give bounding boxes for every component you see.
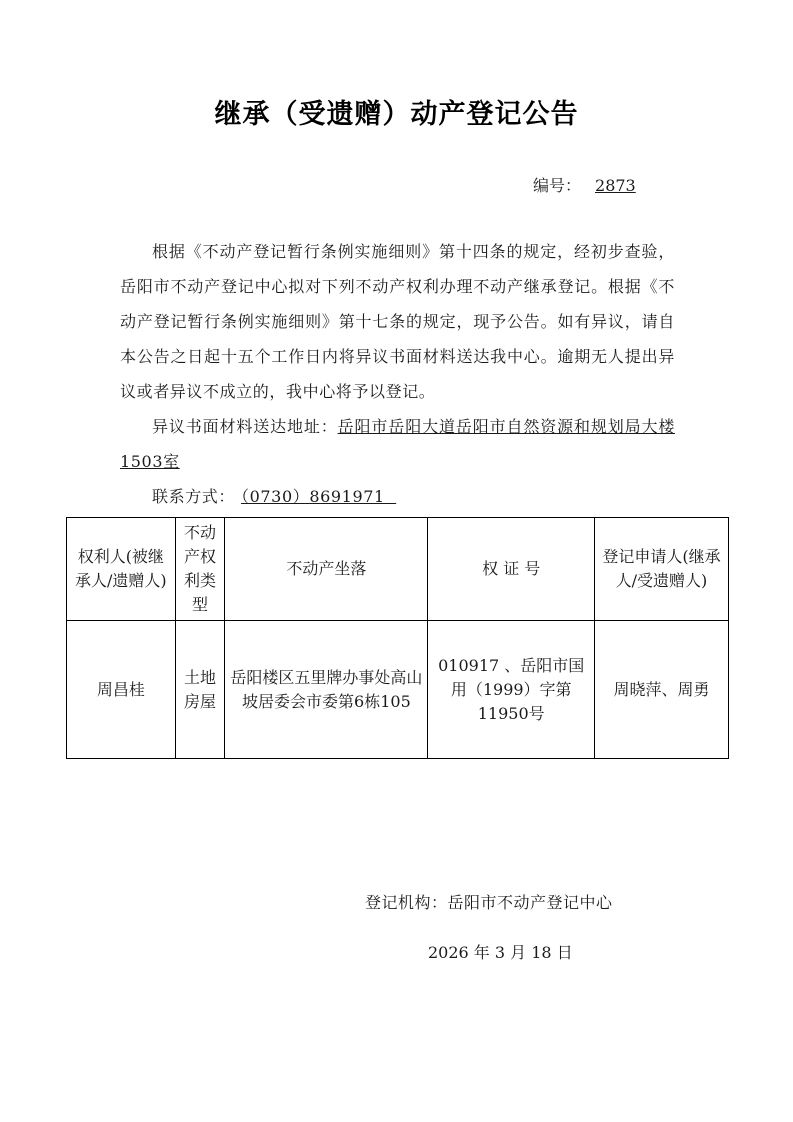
contact-value: （0730）8691971 [241, 487, 397, 506]
address-value: 岳阳市岳阳大道岳阳市自然资源和规划局大楼1503室 [120, 417, 675, 471]
registration-organization: 登记机构：岳阳市不动产登记中心 [365, 893, 613, 912]
header-applicant: 登记申请人(继承人/受遗赠人) [594, 518, 728, 621]
table-row [67, 621, 729, 759]
contact-line [120, 479, 675, 514]
notice-paragraph: 根据《不动产登记暂行条例实施细则》第十四条的规定，经初步查验，岳阳市不动产登记中心拟对下列不动产权利办理不动产继承登记。根据《不动产登记暂行条例实施细则》第十七条的规定，现予公告。如有异议，请自本公告之日起十五个工作日内将异议书面材料送达我中心。逾期无人提出异议或者异议不成立的，我中心将予以登记。 [120, 242, 675, 401]
announcement-date: 2026 年 3 月 18 日 [428, 943, 573, 962]
serial-number [533, 173, 636, 196]
table-header-row [67, 518, 729, 621]
document-title: 继承（受遗赠）动产登记公告 [214, 99, 579, 130]
cell-right-holder: 周昌桂 [67, 621, 176, 759]
serial-value: 2873 [595, 176, 636, 195]
notice-body [120, 234, 675, 514]
address-line [120, 409, 675, 479]
address-label: 异议书面材料送达地址： [152, 417, 338, 436]
cell-location: 岳阳楼区五里牌办事处高山坡居委会市委第6栋105 [225, 621, 428, 759]
notice-table [66, 517, 729, 759]
header-right-holder: 权利人(被继承人/遗赠人) [67, 518, 176, 621]
serial-label: 编号： [533, 176, 582, 195]
header-certificate: 权 证 号 [428, 518, 595, 621]
header-right-type: 不动产权利类型 [175, 518, 225, 621]
cell-certificate: 010917 、岳阳市国用（1999）字第11950号 [428, 621, 595, 759]
contact-label: 联系方式： [152, 487, 236, 506]
cell-right-type: 土地房屋 [175, 621, 225, 759]
header-location: 不动产坐落 [225, 518, 428, 621]
cell-applicant: 周晓萍、周勇 [594, 621, 728, 759]
